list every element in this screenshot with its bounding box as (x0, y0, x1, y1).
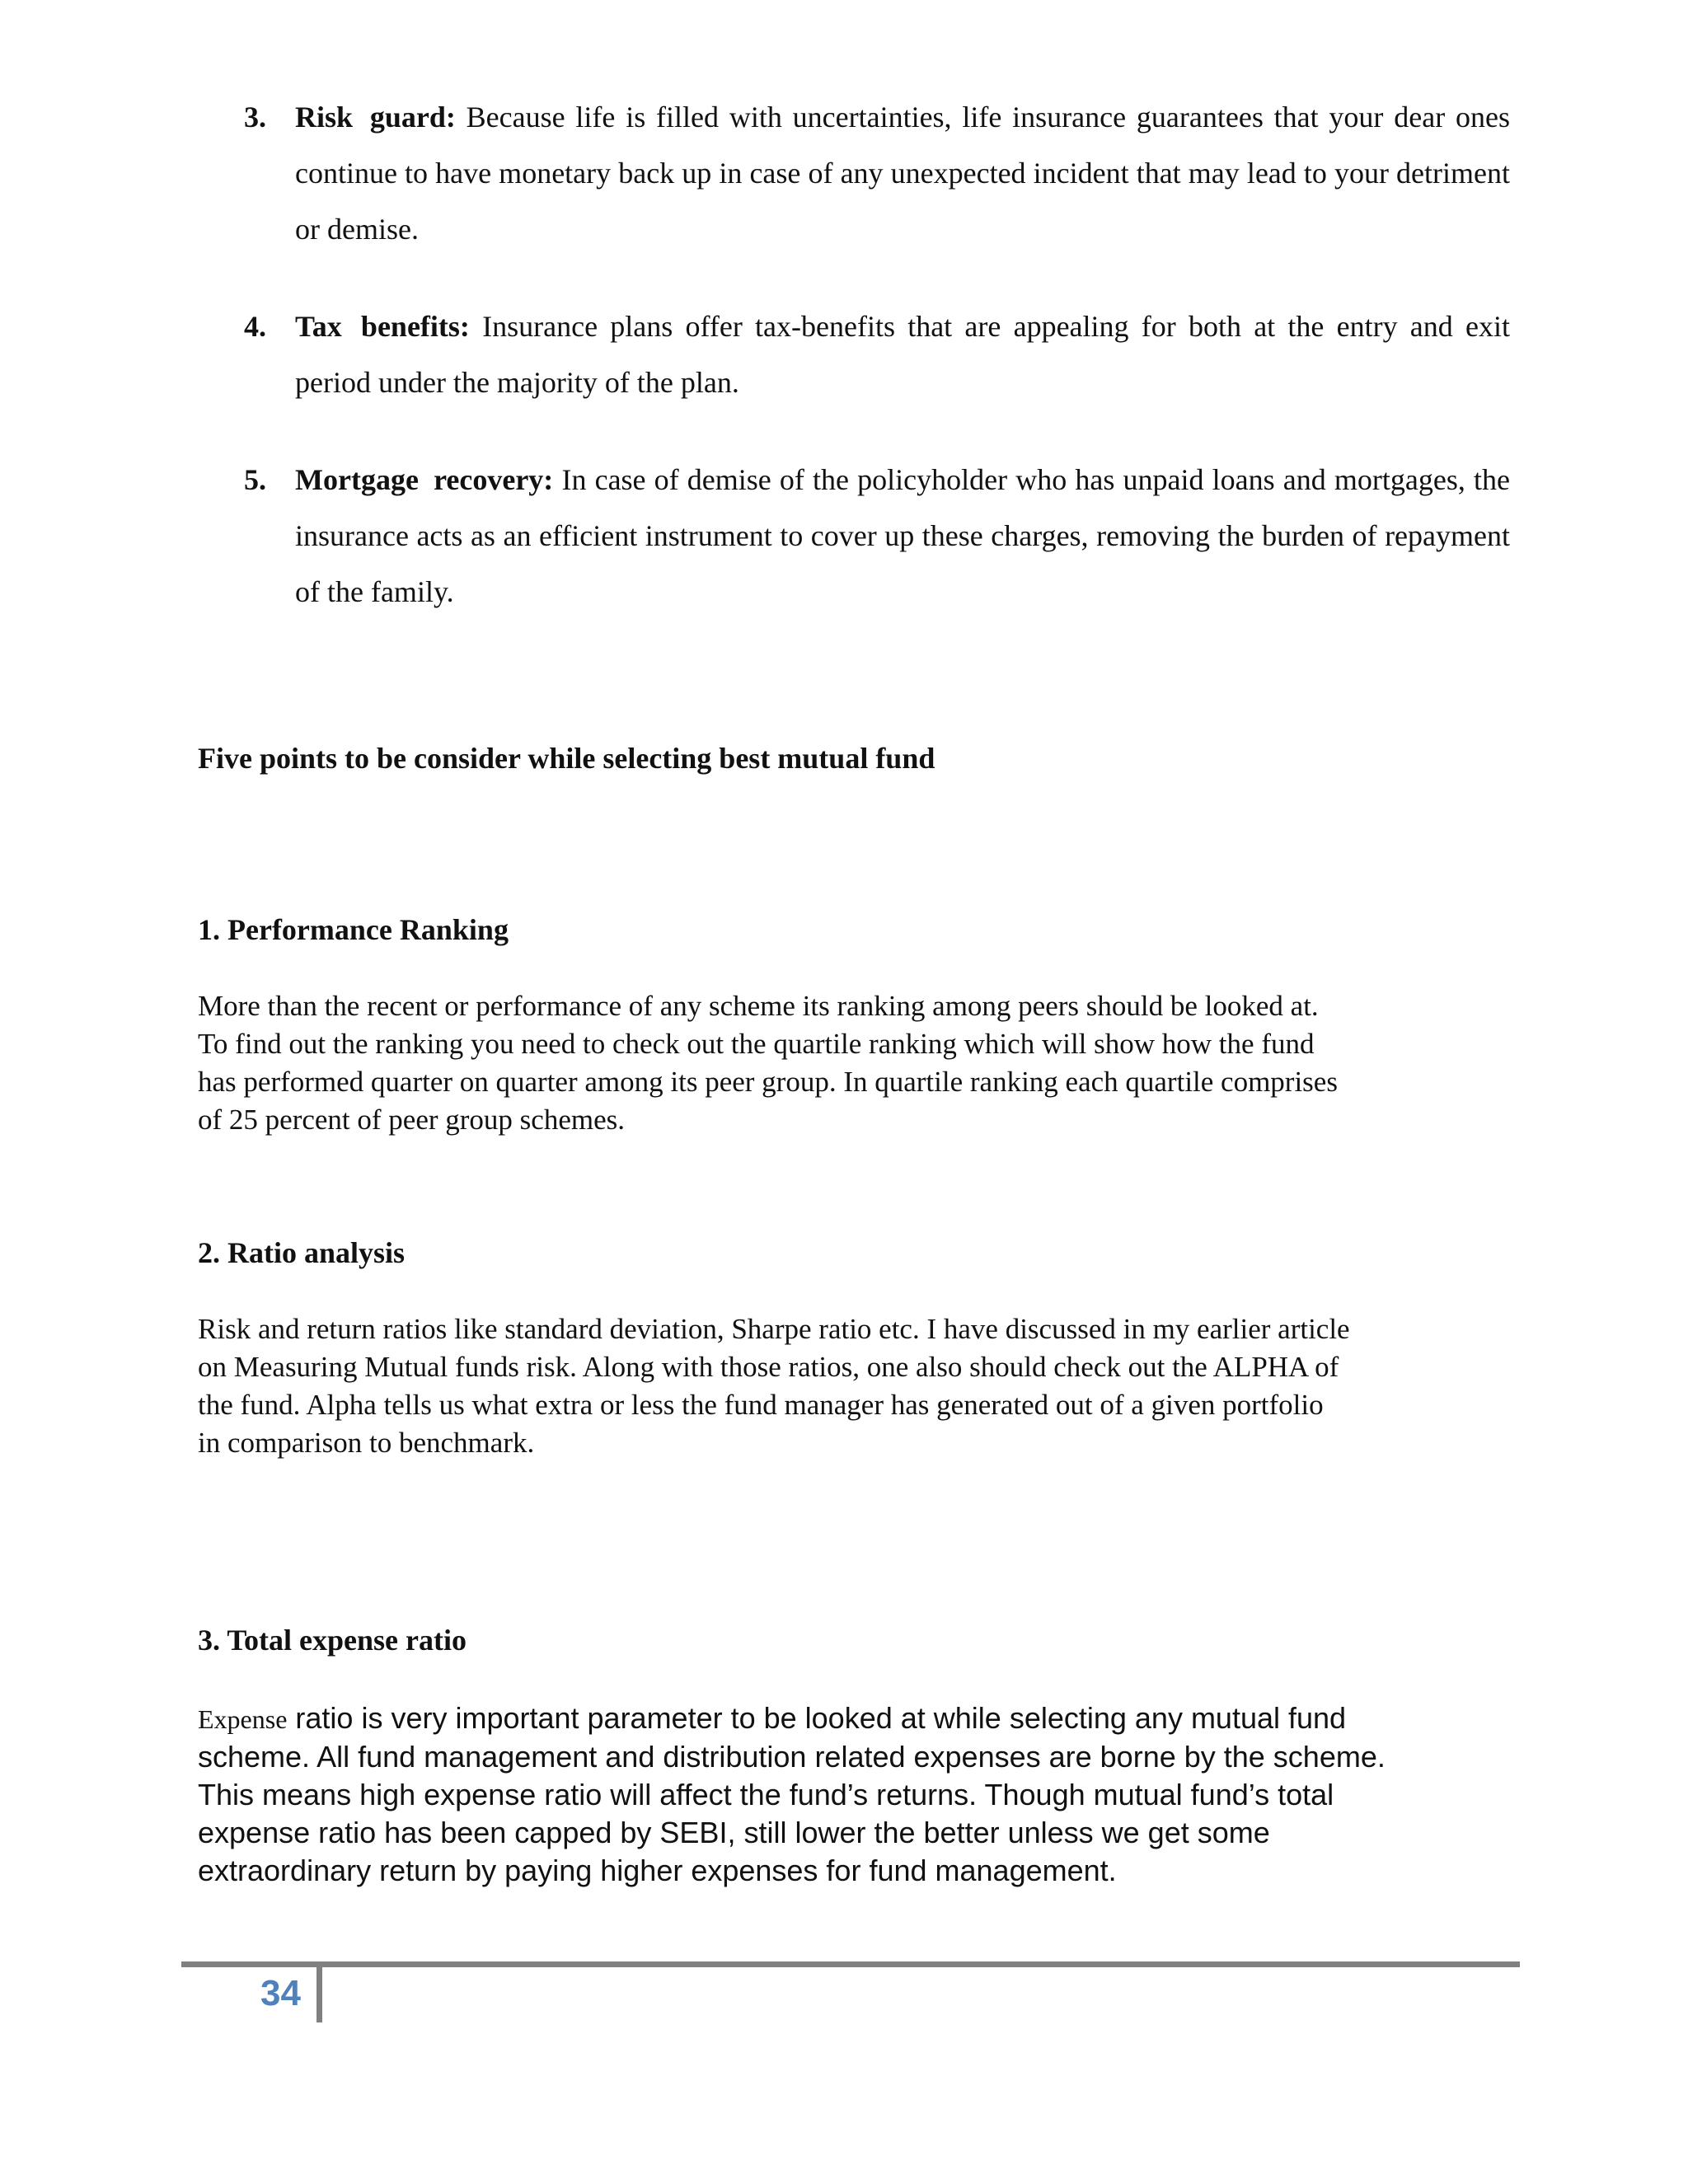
point-text-ratio-analysis: Risk and return ratios like standard deviation, Sharpe ratio etc. I have discussed in my earlier article on Measuring Mutual funds risk. Along with those ratios, one also should check out the ALPHA of the fund. Alpha tells us what extra or less the fund manager has generated out of a given portfolio in comparison to benchmark. (198, 1313, 1350, 1459)
point-text-body: ratio is very important parameter to be looked at while selecting any mutual fund scheme. All fund management and distribution related expenses are borne by the scheme. This means high expense ratio will affect the fund’s returns. Though mutual fund’s total expense ratio has been capped by SEBI, still lower the better unless we get some extraordinary return by paying higher expenses for fund management. (198, 1701, 1386, 1887)
point-text-total-expense-ratio (198, 1699, 1517, 1890)
page-number: 34 (260, 1973, 301, 2013)
list-item-lead: Tax benefits: (295, 310, 470, 343)
list-item-body (295, 452, 1510, 620)
list-item-lead: Risk guard: (295, 101, 456, 134)
point-heading-ratio-analysis: 2. Ratio analysis (198, 1236, 406, 1269)
list-item-body (295, 89, 1510, 257)
list-number: 4. (244, 310, 266, 343)
list-item-text: In case of demise of the policyholder who has unpaid loans and mortgages, the insurance acts as an efficient instrument to cover up these charges, removing the burden of repayment of the family. (295, 463, 1511, 608)
list-item-tax-benefits (244, 298, 1510, 410)
list-item-risk-guard (244, 89, 1510, 257)
list-item-mortgage-recovery (244, 452, 1510, 620)
list-item-text: Insurance plans offer tax-benefits that are appealing for both at the entry and exit period under the majority of the plan. (295, 310, 1510, 399)
list-item-lead: Mortgage recovery: (295, 463, 554, 496)
point-text-lead: Expense (198, 1704, 288, 1734)
section-title: Five points to be consider while selecting best mutual fund (198, 742, 935, 775)
list-item-text: Because life is filled with uncertainties, life insurance guarantees that your dear ones continue to have monetary back up in case of any unexpected incident that may lead to your detriment or demise. (295, 101, 1510, 246)
point-heading-total-expense-ratio: 3. Total expense ratio (198, 1624, 467, 1657)
list-number: 3. (244, 101, 266, 134)
list-item-body (295, 298, 1510, 410)
point-text-performance-ranking: More than the recent or performance of any scheme its ranking among peers should be looked at. To find out the ranking you need to check out the quartile ranking which will show how the fund has performed quarter on quarter among its peer group. In quartile ranking each quartile comprises of 25 percent of peer group schemes. (198, 990, 1338, 1136)
footer-rule (181, 1961, 1520, 1967)
list-number: 5. (244, 463, 266, 496)
point-heading-performance-ranking: 1. Performance Ranking (198, 913, 509, 946)
footer-divider (316, 1965, 322, 2022)
